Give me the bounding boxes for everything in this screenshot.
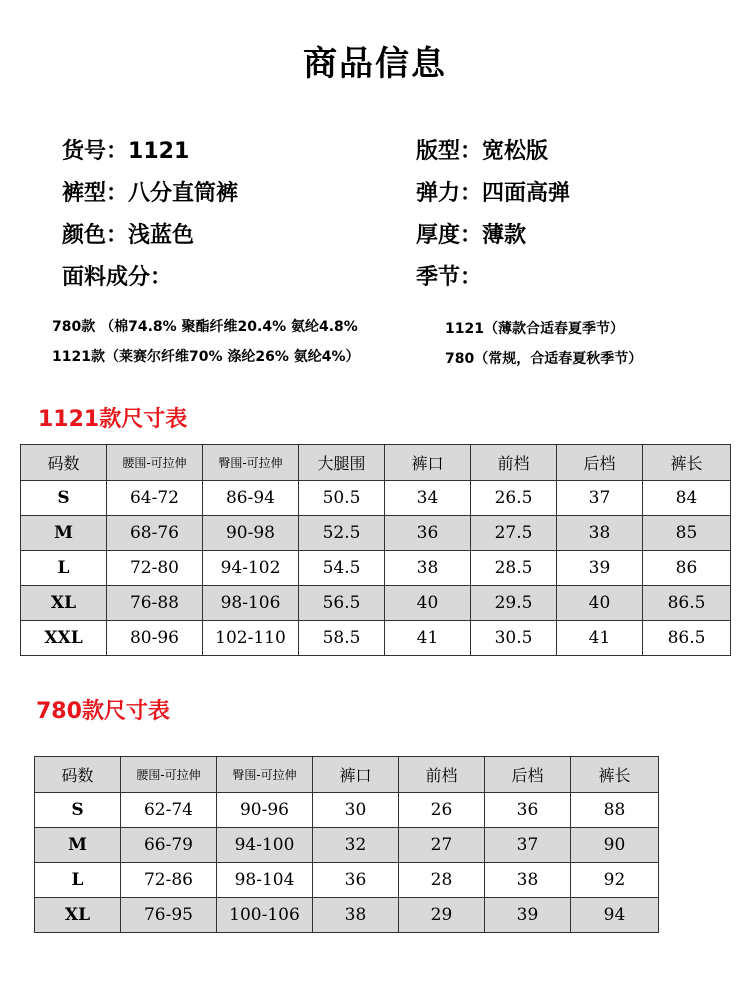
table-cell: 90-98 bbox=[203, 516, 299, 551]
thickness-value: 薄款 bbox=[482, 223, 527, 248]
table-cell: 90 bbox=[571, 828, 659, 863]
table-cell: 66-79 bbox=[121, 828, 217, 863]
elasticity-row bbox=[416, 176, 570, 207]
table-cell: 85 bbox=[643, 516, 731, 551]
table-cell: 40 bbox=[557, 586, 643, 621]
table-header-row bbox=[35, 757, 659, 793]
table-cell: 39 bbox=[557, 551, 643, 586]
table-row bbox=[35, 863, 659, 898]
table-row bbox=[35, 793, 659, 828]
pants-type-value: 八分直筒裤 bbox=[128, 181, 239, 206]
pants-type-label: 裤型： bbox=[62, 181, 129, 206]
header-back-rise: 后档 bbox=[485, 757, 571, 793]
table-cell: 32 bbox=[313, 828, 399, 863]
header-waist: 腰围-可拉伸 bbox=[107, 445, 203, 481]
thickness-row bbox=[416, 218, 526, 249]
table-cell: 94 bbox=[571, 898, 659, 933]
table-cell: 76-88 bbox=[107, 586, 203, 621]
table-cell: 72-80 bbox=[107, 551, 203, 586]
size-cell: L bbox=[21, 551, 107, 586]
item-no-row bbox=[62, 134, 189, 165]
table-cell: 26.5 bbox=[471, 481, 557, 516]
table-cell: 98-104 bbox=[217, 863, 313, 898]
table-cell: 40 bbox=[385, 586, 471, 621]
pants-type-row bbox=[62, 176, 238, 207]
table-cell: 86-94 bbox=[203, 481, 299, 516]
header-front-rise: 前档 bbox=[399, 757, 485, 793]
table-cell: 27 bbox=[399, 828, 485, 863]
table-cell: 86.5 bbox=[643, 586, 731, 621]
size-table-1121-title: 1121款尺寸表 bbox=[38, 407, 188, 432]
size-table-780 bbox=[34, 756, 659, 933]
table-cell: 41 bbox=[557, 621, 643, 656]
color-row bbox=[62, 218, 194, 249]
table-cell: 36 bbox=[385, 516, 471, 551]
table-cell: 26 bbox=[399, 793, 485, 828]
size-table-1121 bbox=[20, 444, 731, 656]
table-cell: 80-96 bbox=[107, 621, 203, 656]
size-cell: L bbox=[35, 863, 121, 898]
table-row bbox=[35, 898, 659, 933]
table-cell: 76-95 bbox=[121, 898, 217, 933]
table-cell: 28.5 bbox=[471, 551, 557, 586]
table-row bbox=[21, 551, 731, 586]
fabric-row bbox=[62, 260, 172, 291]
table-cell: 86.5 bbox=[643, 621, 731, 656]
header-leg-opening: 裤口 bbox=[385, 445, 471, 481]
header-hip: 臀围-可拉伸 bbox=[217, 757, 313, 793]
table-cell: 72-86 bbox=[121, 863, 217, 898]
table-cell: 84 bbox=[643, 481, 731, 516]
fabric-note-780: 780款 （棉74.8% 聚酯纤维20.4% 氨纶4.8% bbox=[52, 319, 358, 335]
table-cell: 37 bbox=[485, 828, 571, 863]
thickness-label: 厚度： bbox=[416, 223, 483, 248]
elasticity-value: 四面高弹 bbox=[482, 181, 571, 206]
table-cell: 56.5 bbox=[299, 586, 385, 621]
header-thigh: 大腿围 bbox=[299, 445, 385, 481]
size-cell: S bbox=[35, 793, 121, 828]
table-cell: 86 bbox=[643, 551, 731, 586]
fit-row bbox=[416, 134, 548, 165]
table-row bbox=[21, 516, 731, 551]
color-label: 颜色： bbox=[62, 223, 129, 248]
table-row bbox=[21, 586, 731, 621]
season-label: 季节： bbox=[416, 265, 483, 290]
fabric-note-1121: 1121款（莱赛尔纤维70% 涤纶26% 氨纶4%） bbox=[52, 349, 360, 365]
item-no-label: 货号： bbox=[62, 139, 129, 164]
size-table-780-title: 780款尺寸表 bbox=[36, 699, 170, 724]
table-cell: 88 bbox=[571, 793, 659, 828]
header-size: 码数 bbox=[21, 445, 107, 481]
table-cell: 29 bbox=[399, 898, 485, 933]
header-size: 码数 bbox=[35, 757, 121, 793]
color-value: 浅蓝色 bbox=[128, 223, 195, 248]
header-length: 裤长 bbox=[643, 445, 731, 481]
table-cell: 36 bbox=[313, 863, 399, 898]
table-cell: 58.5 bbox=[299, 621, 385, 656]
table-cell: 54.5 bbox=[299, 551, 385, 586]
table-cell: 90-96 bbox=[217, 793, 313, 828]
table-row bbox=[21, 621, 731, 656]
table-cell: 102-110 bbox=[203, 621, 299, 656]
table-cell: 50.5 bbox=[299, 481, 385, 516]
table-row bbox=[35, 828, 659, 863]
table-cell: 94-100 bbox=[217, 828, 313, 863]
table-cell: 38 bbox=[485, 863, 571, 898]
table-cell: 94-102 bbox=[203, 551, 299, 586]
header-leg-opening: 裤口 bbox=[313, 757, 399, 793]
size-cell: M bbox=[21, 516, 107, 551]
table-cell: 36 bbox=[485, 793, 571, 828]
header-hip: 臀围-可拉伸 bbox=[203, 445, 299, 481]
item-no-value: 1121 bbox=[128, 139, 190, 164]
fit-label: 版型： bbox=[416, 139, 483, 164]
table-cell: 41 bbox=[385, 621, 471, 656]
table-cell: 62-74 bbox=[121, 793, 217, 828]
table-cell: 68-76 bbox=[107, 516, 203, 551]
size-cell: XL bbox=[21, 586, 107, 621]
size-cell: M bbox=[35, 828, 121, 863]
header-front-rise: 前档 bbox=[471, 445, 557, 481]
season-row bbox=[416, 260, 482, 291]
table-cell: 64-72 bbox=[107, 481, 203, 516]
table-cell: 30 bbox=[313, 793, 399, 828]
season-note-1121: 1121（薄款合适春夏季节） bbox=[445, 321, 624, 337]
table-cell: 38 bbox=[557, 516, 643, 551]
fit-value: 宽松版 bbox=[482, 139, 549, 164]
page-title: 商品信息 bbox=[303, 44, 447, 84]
table-header-row bbox=[21, 445, 731, 481]
table-cell: 37 bbox=[557, 481, 643, 516]
table-cell: 92 bbox=[571, 863, 659, 898]
table-cell: 28 bbox=[399, 863, 485, 898]
table-cell: 98-106 bbox=[203, 586, 299, 621]
table-cell: 27.5 bbox=[471, 516, 557, 551]
elasticity-label: 弹力： bbox=[416, 181, 483, 206]
size-cell: XL bbox=[35, 898, 121, 933]
table-cell: 29.5 bbox=[471, 586, 557, 621]
header-waist: 腰围-可拉伸 bbox=[121, 757, 217, 793]
table-row bbox=[21, 481, 731, 516]
season-note-780: 780（常规，合适春夏秋季节） bbox=[445, 351, 643, 367]
table-cell: 52.5 bbox=[299, 516, 385, 551]
header-length: 裤长 bbox=[571, 757, 659, 793]
table-cell: 34 bbox=[385, 481, 471, 516]
header-back-rise: 后档 bbox=[557, 445, 643, 481]
table-cell: 38 bbox=[313, 898, 399, 933]
table-cell: 38 bbox=[385, 551, 471, 586]
table-cell: 100-106 bbox=[217, 898, 313, 933]
fabric-label: 面料成分： bbox=[62, 265, 173, 290]
size-cell: S bbox=[21, 481, 107, 516]
table-cell: 39 bbox=[485, 898, 571, 933]
size-cell: XXL bbox=[21, 621, 107, 656]
table-cell: 30.5 bbox=[471, 621, 557, 656]
